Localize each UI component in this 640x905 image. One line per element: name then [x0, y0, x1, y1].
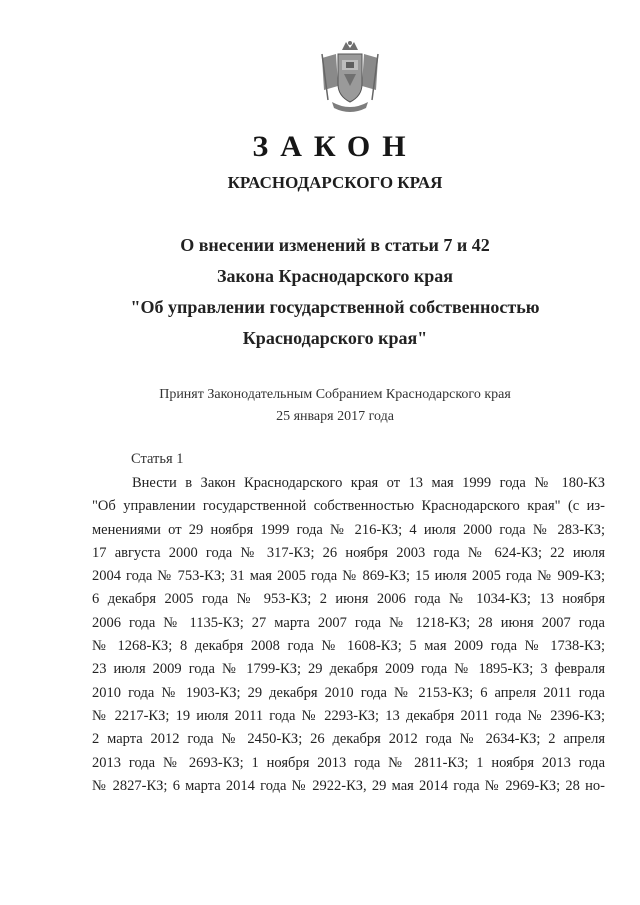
- body-line: № 2217-КЗ; 19 июля 2011 года № 2293-КЗ; 13 декабря 2011 года № 2396-КЗ;: [92, 707, 605, 724]
- law-name-line: Краснодарского края": [242, 328, 428, 348]
- adoption-date: 25 января 2017 года: [276, 409, 394, 424]
- law-name: [0, 230, 640, 354]
- body-line: 2013 года № 2693-КЗ; 1 ноября 2013 года № 2811-КЗ; 1 ноября 2013 года: [92, 754, 605, 771]
- body-line: 17 августа 2000 года № 317-КЗ; 26 ноября 2003 года № 624-КЗ; 22 июля: [92, 544, 605, 561]
- body-line: 6 декабря 2005 года № 953-КЗ; 2 июня 2006 года № 1034-КЗ; 13 ноября: [92, 591, 605, 608]
- body-line: 2004 года № 753-КЗ; 31 мая 2005 года № 869-КЗ; 15 июля 2005 года № 909-КЗ;: [92, 568, 605, 585]
- body-line: менениями от 29 ноября 1999 года № 216-КЗ; 4 июля 2000 года № 283-КЗ;: [92, 521, 605, 538]
- body-line: 2006 года № 1135-КЗ; 27 марта 2007 года № 1218-КЗ; 28 июня 2007 года: [92, 614, 605, 631]
- body-line: № 1268-КЗ; 8 декабря 2008 года № 1608-КЗ; 5 мая 2009 года № 1738-КЗ;: [92, 638, 605, 655]
- body-line: "Об управлении государственной собственностью Краснодарского края" (с из-: [92, 498, 605, 515]
- document-title: ЗАКОН: [252, 130, 418, 163]
- law-name-line: "Об управлении государственной собственностью: [130, 297, 540, 317]
- body-line: 2010 года № 1903-КЗ; 29 декабря 2010 года № 2153-КЗ; 6 апреля 2011 года: [92, 684, 605, 701]
- law-name-line: О внесении изменений в статьи 7 и 42: [180, 235, 490, 255]
- law-name-line: Закона Краснодарского края: [217, 266, 453, 286]
- body-line: 23 июля 2009 года № 1799-КЗ; 29 декабря 2009 года № 1895-КЗ; 3 февраля: [92, 661, 605, 678]
- adoption-info: [0, 384, 640, 428]
- article-body: [92, 472, 605, 798]
- body-line: 2 марта 2012 года № 2450-КЗ; 26 декабря 2012 года № 2634-КЗ; 2 апреля: [92, 731, 605, 748]
- document-subtitle: КРАСНОДАРСКОГО КРАЯ: [227, 173, 443, 192]
- body-line: Внести в Закон Краснодарского края от 13 мая 1999 года № 180-КЗ: [132, 475, 605, 491]
- coat-of-arms-icon: [318, 40, 382, 112]
- adoption-line: Принят Законодательным Собранием Краснодарского края: [159, 387, 511, 402]
- article-heading: Статья 1: [131, 451, 184, 467]
- body-line: № 2827-КЗ; 6 марта 2014 года № 2922-КЗ, 29 мая 2014 года № 2969-КЗ; 28 но-: [92, 777, 605, 794]
